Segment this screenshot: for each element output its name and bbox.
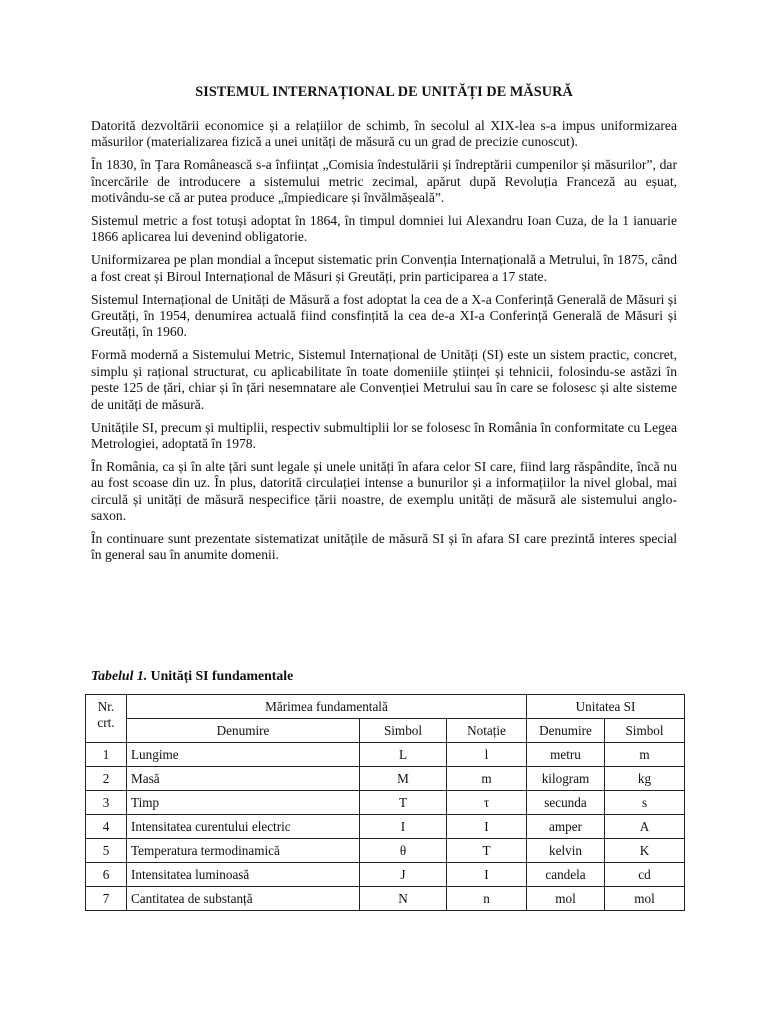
table-row: [86, 815, 685, 839]
cell-unit-simbol: m: [605, 743, 685, 767]
cell-unit-simbol: mol: [605, 887, 685, 911]
table-subheader-row: [86, 719, 685, 743]
header-unit-simbol: Simbol: [605, 719, 685, 743]
cell-simbol: I: [360, 815, 447, 839]
paragraph: Sistemul metric a fost totuși adoptat în 1864, în timpul domniei lui Alexandru Ioan Cuza, de la 1 ianuarie 1866 aplicarea lui devenind obligatorie.: [91, 213, 677, 245]
cell-nr: 2: [86, 767, 127, 791]
cell-unitate: secunda: [527, 791, 605, 815]
si-units-table: [85, 694, 685, 911]
paragraph: Formă modernă a Sistemului Metric, Sistemul Internațional de Unități (SI) este un sistem practic, concret, simplu și rațional structurat, cu aplicabilitate în toate domeniile științei și tehnicii, folosindu-se astăzi în peste 125 de țări, chiar și în țări nesemnatare ale Convenției Metrului sau în care se folosesc și alte sisteme de unități de măsură.: [91, 347, 677, 412]
cell-nr: 4: [86, 815, 127, 839]
cell-denumire: Cantitatea de substanță: [127, 887, 360, 911]
cell-simbol: J: [360, 863, 447, 887]
table-caption-label: Tabelul 1.: [91, 668, 148, 683]
cell-denumire: Timp: [127, 791, 360, 815]
header-denumire: Denumire: [127, 719, 360, 743]
cell-nr: 7: [86, 887, 127, 911]
paragraph: Unitățile SI, precum și multiplii, respectiv submultiplii lor se folosesc în România în conformitate cu Legea Metrologiei, adoptată în 1978.: [91, 419, 677, 451]
cell-unit-simbol: cd: [605, 863, 685, 887]
document-title: SISTEMUL INTERNAȚIONAL DE UNITĂȚI DE MĂSURĂ: [195, 84, 573, 100]
cell-nr: 3: [86, 791, 127, 815]
cell-unitate: mol: [527, 887, 605, 911]
cell-notatie: I: [447, 863, 527, 887]
cell-unitate: metru: [527, 743, 605, 767]
cell-unitate: kelvin: [527, 839, 605, 863]
cell-notatie: T: [447, 839, 527, 863]
table-row: [86, 767, 685, 791]
table-row: [86, 839, 685, 863]
cell-denumire: Lungime: [127, 743, 360, 767]
cell-nr: 6: [86, 863, 127, 887]
header-unit-denumire: Denumire: [527, 719, 605, 743]
header-marime-fundamentala: Mărimea fundamentală: [127, 695, 527, 719]
table-row: [86, 743, 685, 767]
header-nr-crt: Nr. crt.: [86, 695, 127, 743]
cell-notatie: m: [447, 767, 527, 791]
cell-unit-simbol: K: [605, 839, 685, 863]
cell-unit-simbol: kg: [605, 767, 685, 791]
table-caption-text: Unități SI fundamentale: [150, 668, 294, 683]
cell-notatie: l: [447, 743, 527, 767]
cell-nr: 5: [86, 839, 127, 863]
document-body: [91, 118, 677, 570]
table-row: [86, 791, 685, 815]
cell-simbol: M: [360, 767, 447, 791]
cell-denumire: Masă: [127, 767, 360, 791]
cell-unitate: amper: [527, 815, 605, 839]
header-unitatea-si: Unitatea SI: [527, 695, 685, 719]
cell-denumire: Intensitatea luminoasă: [127, 863, 360, 887]
table-row: [86, 863, 685, 887]
cell-simbol: θ: [360, 839, 447, 863]
cell-denumire: Temperatura termodinamică: [127, 839, 360, 863]
cell-unit-simbol: s: [605, 791, 685, 815]
cell-unitate: candela: [527, 863, 605, 887]
cell-simbol: T: [360, 791, 447, 815]
cell-denumire: Intensitatea curentului electric: [127, 815, 360, 839]
cell-notatie: I: [447, 815, 527, 839]
paragraph: Sistemul Internațional de Unități de Măsură a fost adoptat la cea de a X-a Conferință Generală de Măsuri și Greutăți, în 1954, denumirea actuală fiind consfințită la cea de-a XI-a Conferință Generală de Măsuri și Greutăți, în 1960.: [91, 291, 677, 340]
cell-unit-simbol: A: [605, 815, 685, 839]
cell-notatie: n: [447, 887, 527, 911]
paragraph: Uniformizarea pe plan mondial a început sistematic prin Convenția Internațională a Metrului, în 1875, când a fost creat și Biroul Internațional de Măsuri și Greutăți, prin participarea a 17 state.: [91, 252, 677, 284]
cell-unitate: kilogram: [527, 767, 605, 791]
table-caption: [91, 668, 293, 684]
paragraph: Datorită dezvoltării economice și a relațiilor de schimb, în secolul al XIX-lea s-a impus uniformizarea măsurilor (materializarea fizică a unei unități de măsură cu un grad de precizie cunoscut).: [91, 118, 677, 150]
header-notatie: Notație: [447, 719, 527, 743]
table-row: [86, 887, 685, 911]
cell-nr: 1: [86, 743, 127, 767]
paragraph: În 1830, în Țara Românească s-a înființat „Comisia îndestulării și îndreptării cumpenilor și măsurilor”, dar încercările de introducere a sistemului metric zecimal, apărut după Revoluția Franceză au eșuat, motivându-se că ar putea produce „împiedicare și învălmășeală”.: [91, 157, 677, 206]
cell-notatie: τ: [447, 791, 527, 815]
cell-simbol: N: [360, 887, 447, 911]
header-simbol: Simbol: [360, 719, 447, 743]
paragraph: În continuare sunt prezentate sistematizat unitățile de măsură SI și în afara SI care prezintă interes special în general sau în anumite domenii.: [91, 530, 677, 563]
table-header-row: [86, 695, 685, 719]
cell-simbol: L: [360, 743, 447, 767]
paragraph: În România, ca și în alte țări sunt legale și unele unități în afara celor SI care, fiind larg răspândite, încă nu au fost scoase din uz. În plus, datorită circulației intense a bunurilor și a informațiilor la nivel global, mai circulă și unități de măsură nespecifice țării noastre, de exemplu unități de măsură ale sistemului anglo-saxon.: [91, 458, 677, 524]
